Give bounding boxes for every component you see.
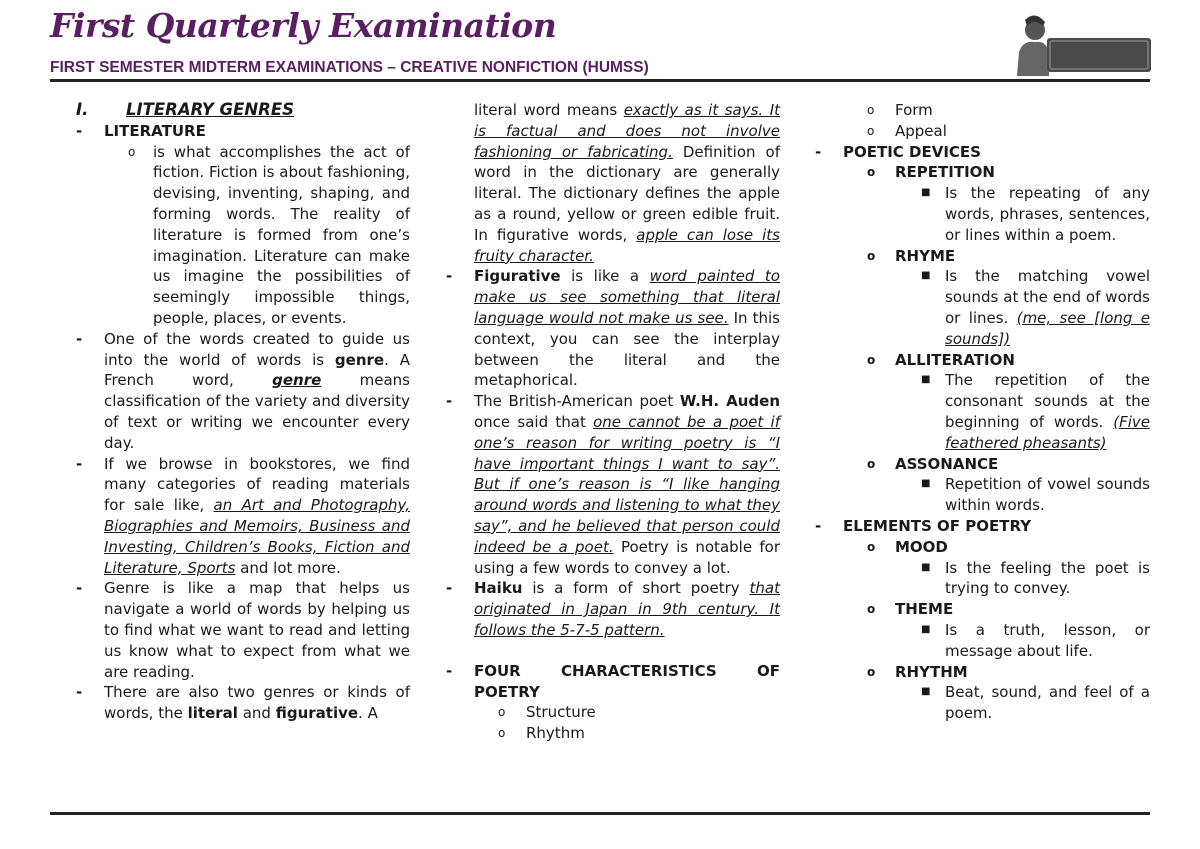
header-rule (50, 79, 1150, 82)
map-bullet: - Genre is like a map that helps us navigate a world of words by helping us to find what we want to read and letting us know what to expect from what we are reading. (76, 579, 410, 681)
alliteration-label: o ALLITERATION (867, 350, 1015, 369)
characteristic-item: o Form (867, 101, 933, 119)
spacer (446, 641, 780, 661)
repetition-label: o REPETITION (867, 163, 995, 182)
column-2 (446, 100, 780, 744)
column-1 (76, 100, 410, 724)
assonance-label: o ASSONANCE (867, 454, 999, 473)
logo-figure-icon (1017, 15, 1049, 76)
page-title: First Quarterly Examination (50, 6, 557, 45)
repetition-definition: ■ Is the repeating of any words, phrases, sentences, or lines within a poem. (921, 184, 1150, 244)
rhythm-definition: ■ Beat, sound, and feel of a poem. (921, 683, 1150, 723)
column-3 (815, 100, 1150, 724)
section-heading: I. LITERARY GENRES (76, 100, 295, 119)
mood-label: o MOOD (867, 537, 948, 556)
bookstore-bullet: - If we browse in bookstores, we find many categories of reading materials for sale like, an Art and Photography, Biographies and Memoirs, Business and Investing, Children’s Books, Fiction and Literature, Sports and lot more. (76, 454, 410, 577)
theme-definition: ■ Is a truth, lesson, or message about life. (921, 620, 1150, 660)
rhythm-label: o RHYTHM (867, 662, 968, 681)
page-subtitle: FIRST SEMESTER MIDTERM EXAMINATIONS – CREATIVE NONFICTION (HUMSS) (50, 59, 649, 76)
genre-bullet: - One of the words created to guide us into the world of words is genre. A French word, genre means classification of the variety and diversity of text or writing we encounter every day. (76, 329, 410, 452)
characteristic-item: o Structure (498, 703, 596, 722)
auden-bullet: - The British-American poet W.H. Auden once said that one cannot be a poet if one’s reason for writing poetry is “I have important things I want to say”. But if one’s reason is “I like hanging around words and listening to what they say”, and he believed that person could indeed be a poet. Poetry is notable for using a few words to convey a lot. (446, 392, 781, 577)
literature-definition: o is what accomplishes the act of fiction. Fiction is about fashioning, devising, inventing, shaping, and forming words. The reality of literature is formed from one’s imagination. Literature can make us imagine the possibilities of seemingly impossible things, people, places, or events. (128, 142, 410, 327)
literal-continued: literal word means exactly as it says. It is factual and does not involve fashioning or fabricating. Definition of word in the dictionary are generally literal. The dictionary defines the apple as a round, yellow or green edible fruit. In figurative words, apple can lose its fruity character. (474, 101, 780, 265)
theme-label: o THEME (867, 600, 954, 619)
elements-of-poetry-label: - ELEMENTS OF POETRY (815, 516, 1032, 535)
four-characteristics-label: - FOUR CHARACTERISTICS OF POETRY (446, 661, 780, 701)
haiku-bullet: - Haiku is a form of short poetry that originated in Japan in 9th century. It follows the 5-7-5 pattern. (446, 579, 780, 639)
rhyme-definition: ■ Is the matching vowel sounds at the end of words or lines. (me, see [long e sounds]) (921, 267, 1150, 348)
figurative-bullet: - Figurative is like a word painted to make us see something that literal language would not make us see. In this context, you can see the interplay between the literal and the metaphorical. (446, 267, 780, 390)
rhyme-label: o RHYME (867, 246, 956, 265)
literature-label: - LITERATURE (76, 121, 206, 140)
characteristic-item: o Rhythm (498, 724, 585, 743)
codymrzv-logo (1013, 12, 1153, 76)
assonance-definition: ■ Repetition of vowel sounds within words. (921, 475, 1150, 515)
footer-rule (50, 812, 1150, 815)
mood-definition: ■ Is the feeling the poet is trying to convey. (921, 558, 1150, 598)
poetic-devices-label: - POETIC DEVICES (815, 142, 981, 161)
characteristic-item: o Appeal (867, 121, 947, 140)
alliteration-definition: ■ The repetition of the consonant sounds at the beginning of words. (Five feathered pheasants) (921, 371, 1150, 452)
two-genres-bullet: - There are also two genres or kinds of words, the literal and figurative. A (76, 683, 410, 723)
